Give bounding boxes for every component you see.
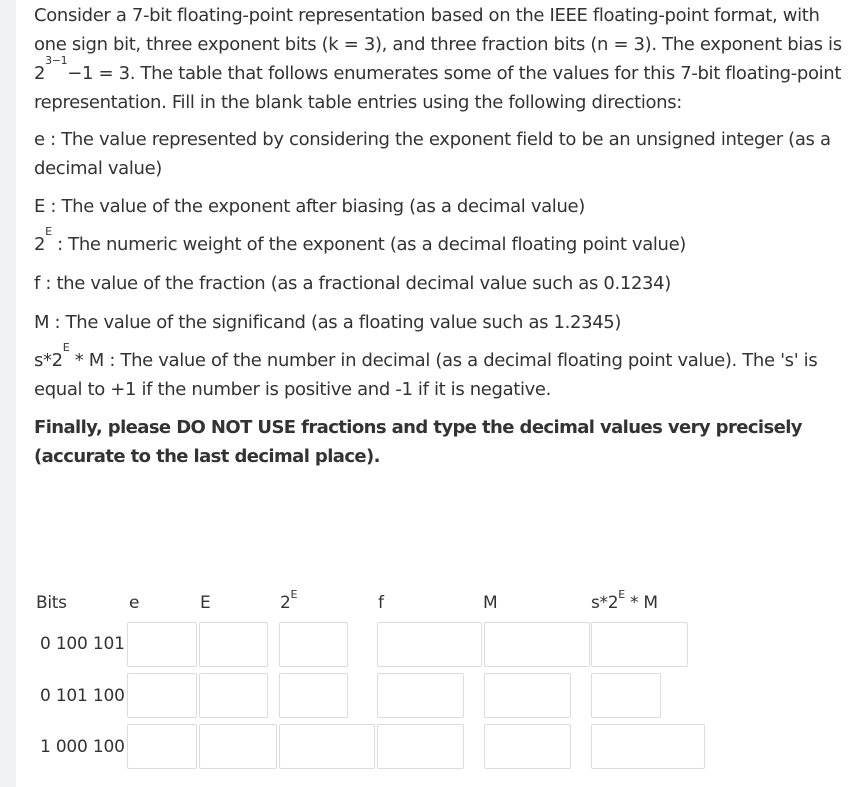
row-3-value-input[interactable]	[591, 724, 705, 769]
header-bits: Bits	[36, 593, 67, 613]
row-2-bits: 0 101 100	[40, 686, 125, 706]
row-2-f-input[interactable]	[377, 673, 464, 718]
question-card	[16, 0, 863, 787]
row-1-value-input[interactable]	[591, 622, 688, 667]
intro-paragraph: Consider a 7-bit floating-point representation based on the IEEE floating-point format, with one sign bit, three exponent bits (k = 3), and three fraction bits (n = 3). The exponent bias is $2^{3-1}-1 = 3$. The table that follows enumerates some of the values for this 7-bit floating-point representation. Fill in the blank table entries using the following directions:	[34, 5, 842, 113]
row-3-e-input[interactable]	[127, 724, 197, 769]
header-e: e	[129, 593, 140, 613]
row-3-2E-input[interactable]	[279, 724, 375, 769]
definition-e: e : The value represented by considering the exponent field to be an unsigned integer (as a decimal value)	[34, 129, 831, 179]
row-3-bits: 1 000 100	[40, 737, 125, 757]
row-2-value-input[interactable]	[591, 673, 661, 718]
row-1-e-input[interactable]	[127, 622, 197, 667]
definition-f: f : the value of the fraction (as a fractional decimal value such as 0.1234)	[34, 273, 671, 294]
header-2E: $2^E$	[280, 588, 298, 613]
row-1-2E-input[interactable]	[279, 622, 348, 667]
header-E: E	[200, 593, 211, 613]
row-1-f-input[interactable]	[377, 622, 482, 667]
row-1-E-input[interactable]	[199, 622, 268, 667]
row-1-bits: 0 100 101	[40, 634, 125, 654]
row-3-E-input[interactable]	[199, 724, 277, 769]
row-3-f-input[interactable]	[377, 724, 464, 769]
row-2-M-input[interactable]	[484, 673, 571, 718]
header-value: $s*2^E$ * M	[591, 588, 658, 613]
definition-M: M : The value of the significand (as a floating value such as 1.2345)	[34, 312, 622, 333]
row-1-M-input[interactable]	[484, 622, 590, 667]
final-note: Finally, please DO NOT USE fractions and type the decimal values very precisely (accurate to the last decimal place).	[34, 417, 802, 467]
definition-2E: $2^E$ : The numeric weight of the exponent (as a decimal floating point value)	[34, 225, 686, 255]
definition-E: E : The value of the exponent after biasing (as a decimal value)	[34, 196, 585, 217]
row-2-E-input[interactable]	[199, 673, 268, 718]
row-2-2E-input[interactable]	[279, 673, 348, 718]
definition-value: $s*2^E$ * M : The value of the number in decimal (as a decimal floating point value). The 's' is equal to +1 if the number is positive and -1 if it is negative.	[34, 341, 818, 400]
row-2-e-input[interactable]	[127, 673, 197, 718]
header-f: f	[378, 593, 384, 613]
row-3-M-input[interactable]	[484, 724, 571, 769]
header-M: M	[483, 593, 498, 613]
